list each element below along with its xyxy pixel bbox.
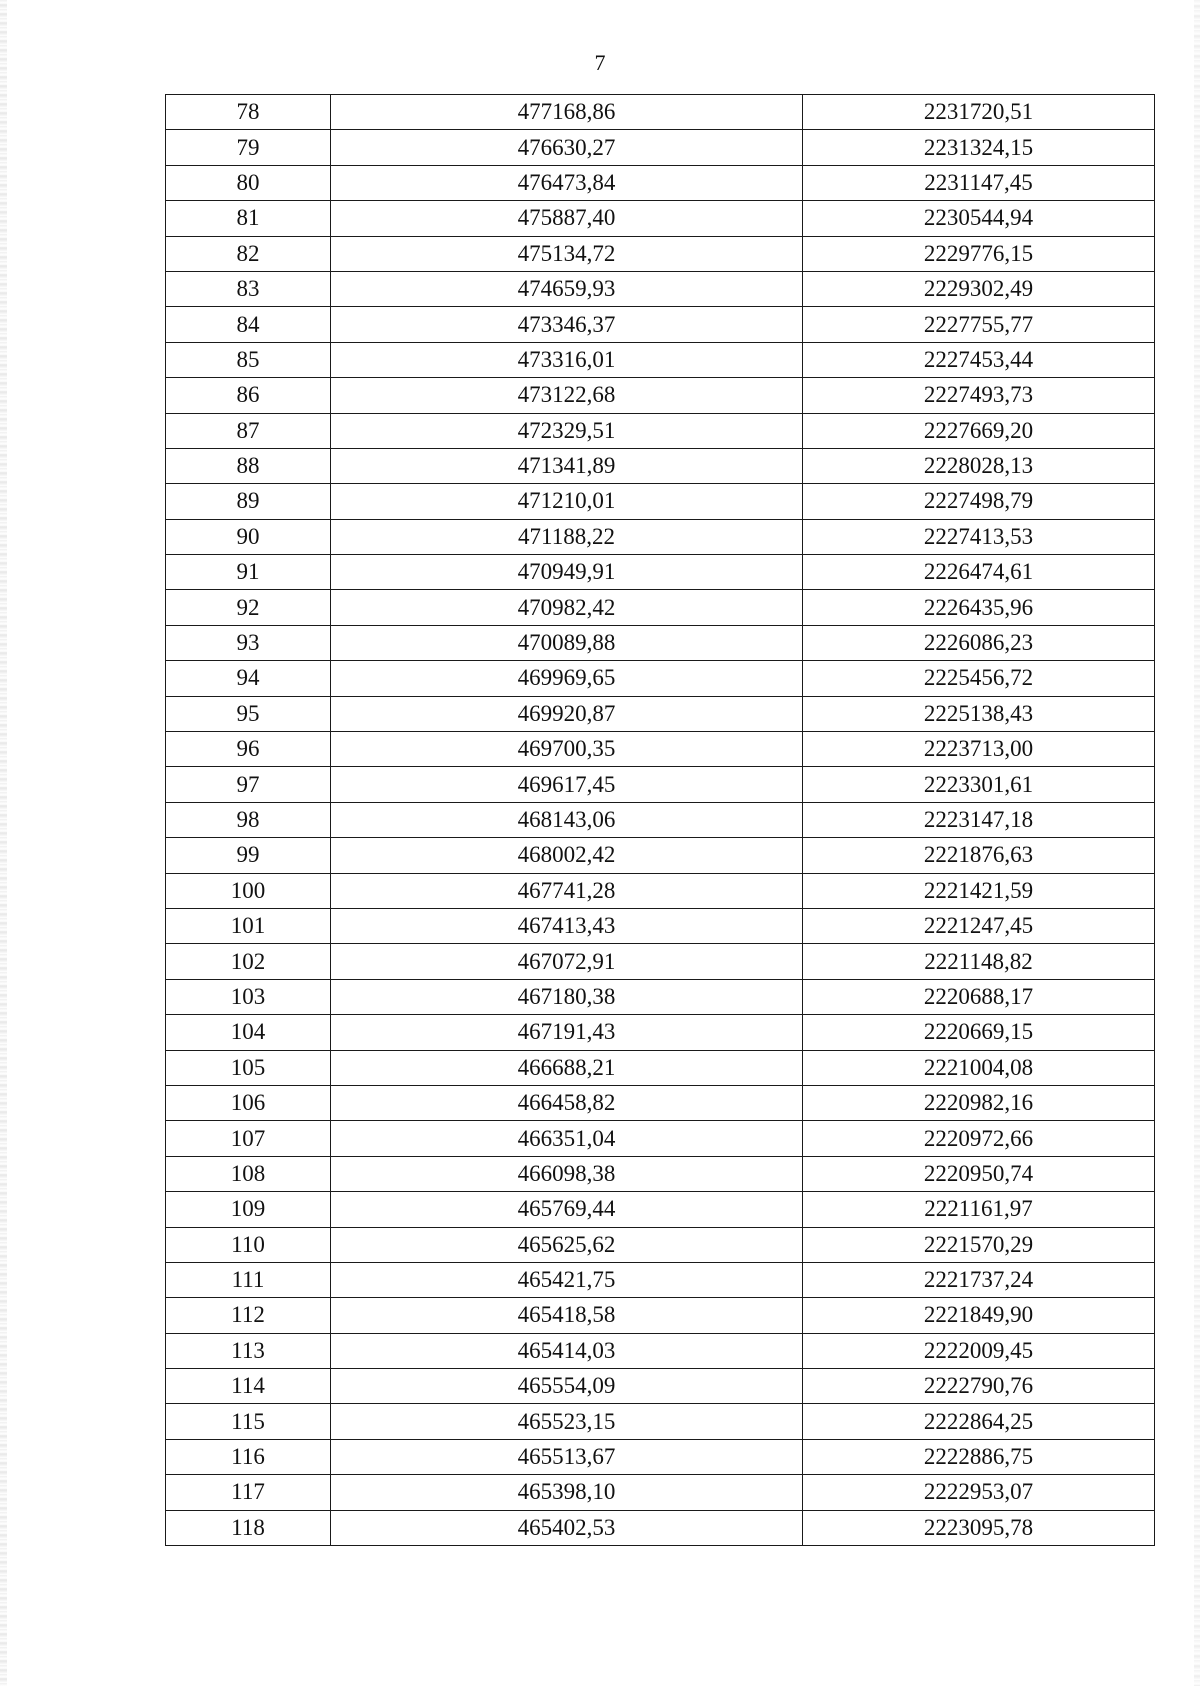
table-row — [166, 1298, 1155, 1333]
point-number-cell: 100 — [166, 873, 331, 908]
table-row — [166, 1369, 1155, 1404]
point-number-cell: 103 — [166, 979, 331, 1014]
x-coordinate-cell: 465398,10 — [331, 1475, 803, 1510]
table-row — [166, 1404, 1155, 1439]
y-coordinate-cell: 2229302,49 — [803, 271, 1155, 306]
table-row — [166, 944, 1155, 979]
y-coordinate-cell: 2221421,59 — [803, 873, 1155, 908]
table-row — [166, 236, 1155, 271]
point-number-cell: 112 — [166, 1298, 331, 1333]
point-number-cell: 95 — [166, 696, 331, 731]
y-coordinate-cell: 2221148,82 — [803, 944, 1155, 979]
coordinates-table — [165, 94, 1155, 1546]
coordinates-table-body — [166, 95, 1155, 1546]
table-row — [166, 1050, 1155, 1085]
y-coordinate-cell: 2220669,15 — [803, 1015, 1155, 1050]
x-coordinate-cell: 476630,27 — [331, 130, 803, 165]
x-coordinate-cell: 470089,88 — [331, 625, 803, 660]
point-number-cell: 80 — [166, 165, 331, 200]
point-number-cell: 79 — [166, 130, 331, 165]
point-number-cell: 78 — [166, 95, 331, 130]
x-coordinate-cell: 467741,28 — [331, 873, 803, 908]
table-row — [166, 1192, 1155, 1227]
table-row — [166, 838, 1155, 873]
x-coordinate-cell: 469969,65 — [331, 661, 803, 696]
x-coordinate-cell: 473316,01 — [331, 342, 803, 377]
y-coordinate-cell: 2221849,90 — [803, 1298, 1155, 1333]
table-row — [166, 378, 1155, 413]
point-number-cell: 101 — [166, 908, 331, 943]
table-row — [166, 1262, 1155, 1297]
table-row — [166, 307, 1155, 342]
table-row — [166, 696, 1155, 731]
y-coordinate-cell: 2226435,96 — [803, 590, 1155, 625]
x-coordinate-cell: 469920,87 — [331, 696, 803, 731]
y-coordinate-cell: 2221004,08 — [803, 1050, 1155, 1085]
point-number-cell: 90 — [166, 519, 331, 554]
point-number-cell: 91 — [166, 555, 331, 590]
table-row — [166, 1121, 1155, 1156]
y-coordinate-cell: 2223301,61 — [803, 767, 1155, 802]
table-row — [166, 271, 1155, 306]
table-row — [166, 732, 1155, 767]
point-number-cell: 86 — [166, 378, 331, 413]
y-coordinate-cell: 2225138,43 — [803, 696, 1155, 731]
point-number-cell: 114 — [166, 1369, 331, 1404]
x-coordinate-cell: 474659,93 — [331, 271, 803, 306]
table-row — [166, 342, 1155, 377]
y-coordinate-cell: 2227453,44 — [803, 342, 1155, 377]
point-number-cell: 108 — [166, 1156, 331, 1191]
scan-edge-left — [0, 0, 7, 1686]
y-coordinate-cell: 2225456,72 — [803, 661, 1155, 696]
table-row — [166, 165, 1155, 200]
y-coordinate-cell: 2222953,07 — [803, 1475, 1155, 1510]
table-row — [166, 873, 1155, 908]
point-number-cell: 89 — [166, 484, 331, 519]
table-row — [166, 519, 1155, 554]
y-coordinate-cell: 2226086,23 — [803, 625, 1155, 660]
x-coordinate-cell: 467180,38 — [331, 979, 803, 1014]
x-coordinate-cell: 465625,62 — [331, 1227, 803, 1262]
table-row — [166, 130, 1155, 165]
y-coordinate-cell: 2227669,20 — [803, 413, 1155, 448]
point-number-cell: 104 — [166, 1015, 331, 1050]
table-row — [166, 1439, 1155, 1474]
x-coordinate-cell: 467072,91 — [331, 944, 803, 979]
table-row — [166, 802, 1155, 837]
table-row — [166, 1156, 1155, 1191]
y-coordinate-cell: 2221247,45 — [803, 908, 1155, 943]
y-coordinate-cell: 2220950,74 — [803, 1156, 1155, 1191]
point-number-cell: 82 — [166, 236, 331, 271]
y-coordinate-cell: 2221737,24 — [803, 1262, 1155, 1297]
x-coordinate-cell: 466098,38 — [331, 1156, 803, 1191]
y-coordinate-cell: 2221161,97 — [803, 1192, 1155, 1227]
x-coordinate-cell: 465402,53 — [331, 1510, 803, 1545]
point-number-cell: 85 — [166, 342, 331, 377]
table-row — [166, 1015, 1155, 1050]
point-number-cell: 110 — [166, 1227, 331, 1262]
table-row — [166, 201, 1155, 236]
table-row — [166, 625, 1155, 660]
point-number-cell: 106 — [166, 1085, 331, 1120]
x-coordinate-cell: 467413,43 — [331, 908, 803, 943]
y-coordinate-cell: 2231720,51 — [803, 95, 1155, 130]
x-coordinate-cell: 475887,40 — [331, 201, 803, 236]
table-row — [166, 590, 1155, 625]
table-row — [166, 448, 1155, 483]
y-coordinate-cell: 2220982,16 — [803, 1085, 1155, 1120]
point-number-cell: 105 — [166, 1050, 331, 1085]
y-coordinate-cell: 2221876,63 — [803, 838, 1155, 873]
point-number-cell: 87 — [166, 413, 331, 448]
y-coordinate-cell: 2220688,17 — [803, 979, 1155, 1014]
point-number-cell: 111 — [166, 1262, 331, 1297]
x-coordinate-cell: 465421,75 — [331, 1262, 803, 1297]
x-coordinate-cell: 468143,06 — [331, 802, 803, 837]
y-coordinate-cell: 2221570,29 — [803, 1227, 1155, 1262]
x-coordinate-cell: 470982,42 — [331, 590, 803, 625]
x-coordinate-cell: 471188,22 — [331, 519, 803, 554]
table-row — [166, 1227, 1155, 1262]
y-coordinate-cell: 2229776,15 — [803, 236, 1155, 271]
table-row — [166, 1333, 1155, 1368]
point-number-cell: 97 — [166, 767, 331, 802]
x-coordinate-cell: 477168,86 — [331, 95, 803, 130]
y-coordinate-cell: 2227498,79 — [803, 484, 1155, 519]
x-coordinate-cell: 465414,03 — [331, 1333, 803, 1368]
x-coordinate-cell: 473346,37 — [331, 307, 803, 342]
y-coordinate-cell: 2226474,61 — [803, 555, 1155, 590]
point-number-cell: 83 — [166, 271, 331, 306]
table-row — [166, 1085, 1155, 1120]
x-coordinate-cell: 465554,09 — [331, 1369, 803, 1404]
table-row — [166, 555, 1155, 590]
point-number-cell: 102 — [166, 944, 331, 979]
point-number-cell: 109 — [166, 1192, 331, 1227]
point-number-cell: 98 — [166, 802, 331, 837]
y-coordinate-cell: 2228028,13 — [803, 448, 1155, 483]
x-coordinate-cell: 465418,58 — [331, 1298, 803, 1333]
table-row — [166, 661, 1155, 696]
x-coordinate-cell: 466458,82 — [331, 1085, 803, 1120]
y-coordinate-cell: 2227413,53 — [803, 519, 1155, 554]
y-coordinate-cell: 2231324,15 — [803, 130, 1155, 165]
point-number-cell: 99 — [166, 838, 331, 873]
x-coordinate-cell: 471210,01 — [331, 484, 803, 519]
point-number-cell: 81 — [166, 201, 331, 236]
table-row — [166, 1510, 1155, 1545]
point-number-cell: 116 — [166, 1439, 331, 1474]
x-coordinate-cell: 468002,42 — [331, 838, 803, 873]
point-number-cell: 96 — [166, 732, 331, 767]
x-coordinate-cell: 472329,51 — [331, 413, 803, 448]
point-number-cell: 94 — [166, 661, 331, 696]
point-number-cell: 93 — [166, 625, 331, 660]
table-row — [166, 979, 1155, 1014]
x-coordinate-cell: 466688,21 — [331, 1050, 803, 1085]
point-number-cell: 118 — [166, 1510, 331, 1545]
y-coordinate-cell: 2222864,25 — [803, 1404, 1155, 1439]
point-number-cell: 92 — [166, 590, 331, 625]
x-coordinate-cell: 465513,67 — [331, 1439, 803, 1474]
y-coordinate-cell: 2222790,76 — [803, 1369, 1155, 1404]
x-coordinate-cell: 475134,72 — [331, 236, 803, 271]
table-row — [166, 413, 1155, 448]
point-number-cell: 88 — [166, 448, 331, 483]
y-coordinate-cell: 2227755,77 — [803, 307, 1155, 342]
table-row — [166, 484, 1155, 519]
x-coordinate-cell: 473122,68 — [331, 378, 803, 413]
y-coordinate-cell: 2230544,94 — [803, 201, 1155, 236]
page-number: 7 — [594, 50, 606, 75]
table-row — [166, 1475, 1155, 1510]
table-row — [166, 767, 1155, 802]
point-number-cell: 115 — [166, 1404, 331, 1439]
scan-edge-right — [1194, 0, 1200, 1686]
table-row — [166, 908, 1155, 943]
x-coordinate-cell: 471341,89 — [331, 448, 803, 483]
y-coordinate-cell: 2231147,45 — [803, 165, 1155, 200]
x-coordinate-cell: 465769,44 — [331, 1192, 803, 1227]
point-number-cell: 107 — [166, 1121, 331, 1156]
x-coordinate-cell: 465523,15 — [331, 1404, 803, 1439]
x-coordinate-cell: 469700,35 — [331, 732, 803, 767]
point-number-cell: 84 — [166, 307, 331, 342]
y-coordinate-cell: 2223713,00 — [803, 732, 1155, 767]
y-coordinate-cell: 2222009,45 — [803, 1333, 1155, 1368]
x-coordinate-cell: 466351,04 — [331, 1121, 803, 1156]
x-coordinate-cell: 467191,43 — [331, 1015, 803, 1050]
y-coordinate-cell: 2220972,66 — [803, 1121, 1155, 1156]
table-row — [166, 95, 1155, 130]
point-number-cell: 113 — [166, 1333, 331, 1368]
y-coordinate-cell: 2223095,78 — [803, 1510, 1155, 1545]
y-coordinate-cell: 2227493,73 — [803, 378, 1155, 413]
x-coordinate-cell: 476473,84 — [331, 165, 803, 200]
y-coordinate-cell: 2222886,75 — [803, 1439, 1155, 1474]
y-coordinate-cell: 2223147,18 — [803, 802, 1155, 837]
point-number-cell: 117 — [166, 1475, 331, 1510]
x-coordinate-cell: 469617,45 — [331, 767, 803, 802]
x-coordinate-cell: 470949,91 — [331, 555, 803, 590]
